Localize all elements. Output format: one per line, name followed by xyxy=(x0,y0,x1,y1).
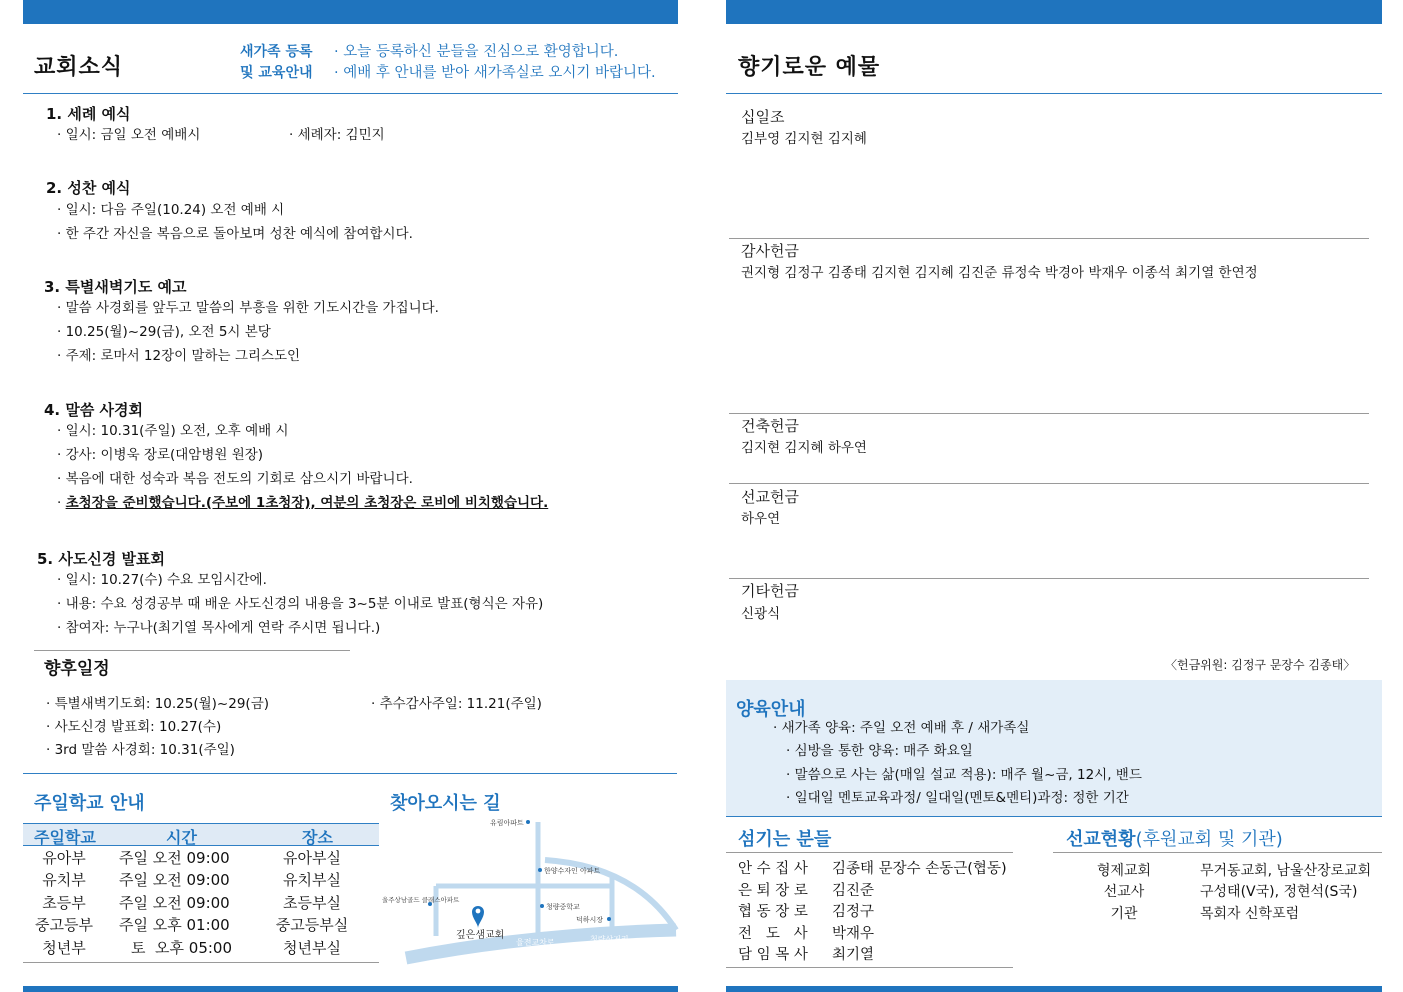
table-cell: 유아부실 xyxy=(283,848,341,867)
table-row xyxy=(1080,902,1371,924)
title-divider-left xyxy=(23,93,678,94)
servant-role: 전 도 사 xyxy=(738,925,808,942)
map-label-apt3: 울주상남골드 클래스아파트 xyxy=(382,896,460,904)
offering-name-5: 기타헌금 xyxy=(741,582,799,600)
news-2-line-1: · 일시: 다음 주일(10.24) 오전 예배 시 xyxy=(57,202,285,218)
offering-divider-2 xyxy=(729,413,1369,414)
newcomer-msg2: · 예배 후 안내를 받아 새가족실로 오시기 바랍니다. xyxy=(334,65,656,81)
news-4-line-4 xyxy=(57,497,548,511)
newcomer-messages xyxy=(334,42,656,84)
table-row xyxy=(1080,881,1371,903)
table-cell: 초등부 xyxy=(42,893,86,912)
table-cell: 초등부실 xyxy=(283,893,341,912)
servants-table xyxy=(738,857,1007,965)
table-row xyxy=(23,869,379,892)
table-row xyxy=(738,922,1007,944)
servants-bottom-line xyxy=(726,967,1013,968)
newcomer-label-line2: 및 교육안내 xyxy=(240,65,313,81)
mission-detail: 목회자 신학포럼 xyxy=(1200,905,1300,922)
sunday-school-header-3: 장소 xyxy=(302,828,333,847)
offering-name-3: 건축헌금 xyxy=(741,417,799,435)
bottom-section-divider xyxy=(23,773,677,774)
mission-title xyxy=(1066,825,1283,851)
news-heading-5: 5. 사도신경 발표회 xyxy=(37,550,166,568)
sunday-school-header-1: 주일학교 xyxy=(34,828,96,847)
schedule-divider xyxy=(34,650,350,651)
table-cell: 유아부 xyxy=(42,848,86,867)
bottom-bar-left xyxy=(23,986,678,992)
news-heading-2: 2. 성찬 예식 xyxy=(46,179,131,197)
offering-divider-3 xyxy=(729,483,1369,484)
news-1-line-1: · 일시: 금일 오전 예배시 xyxy=(57,127,201,143)
news-2-line-2: · 한 주간 자신을 복음으로 돌아보며 성찬 예식에 참여합시다. xyxy=(57,226,413,242)
mission-category: 기관 xyxy=(1110,905,1138,922)
news-3-line-1: · 말씀 사경회를 앞두고 말씀의 부흥을 위한 기도시간을 가집니다. xyxy=(57,300,439,316)
servant-role: 안 수 집 사 xyxy=(738,861,808,878)
table-row xyxy=(23,891,379,914)
table-cell: 유치부 xyxy=(42,871,86,890)
sunday-school-title: 주일학교 안내 xyxy=(34,793,145,814)
offering-members-1: 김부영 김지현 김지혜 xyxy=(741,131,867,147)
page-title-offerings: 향기로운 예물 xyxy=(738,55,881,80)
offering-members-4: 하우연 xyxy=(741,511,781,527)
offering-members-3: 김지현 김지혜 하우연 xyxy=(741,440,867,456)
top-bar-left xyxy=(23,0,678,24)
table-cell: 주일 오전 09:00 xyxy=(119,893,230,912)
sunday-school-table-bottom xyxy=(23,962,379,963)
title-divider-right xyxy=(726,93,1382,94)
servant-role: 담 임 목 사 xyxy=(738,947,808,964)
servant-names: 김종태 문장수 손동근(협동) xyxy=(832,861,1007,878)
offering-members-2: 권지형 김정구 김종태 김지현 김지혜 김진준 류정숙 박경아 박재우 이종석 최기열 한연정 xyxy=(741,265,1258,281)
mission-detail: 구성태(V국), 정현석(S국) xyxy=(1200,884,1358,901)
table-row xyxy=(23,936,379,959)
page-title-church-news: 교회소식 xyxy=(34,55,124,80)
mission-detail: 무거동교회, 남울산장로교회 xyxy=(1200,862,1372,879)
table-row xyxy=(23,914,379,937)
offering-divider-1 xyxy=(729,238,1369,239)
table-cell: 중고등부실 xyxy=(275,916,349,935)
offering-name-2: 감사헌금 xyxy=(741,242,799,260)
schedule-item-3: · 3rd 말씀 사경회: 10.31(주일) xyxy=(46,742,235,758)
newcomer-label xyxy=(240,42,313,84)
offering-committee: 〈헌금위원: 김정구 문장수 김종태〉 xyxy=(1165,658,1356,672)
table-cell: 청년부 xyxy=(42,938,86,957)
directions-map xyxy=(380,808,680,968)
schedule-item-1: · 특별새벽기도회: 10.25(월)~29(금) xyxy=(46,696,269,712)
news-5-line-1: · 일시: 10.27(수) 수요 모임시간에. xyxy=(57,572,267,588)
table-cell: 유치부실 xyxy=(283,871,341,890)
top-bar-right xyxy=(726,0,1382,24)
table-cell: 청년부실 xyxy=(283,938,341,957)
news-5-line-2: · 내용: 수요 성경공부 때 배운 사도신경의 내용을 3~5분 이내로 발표(형식은 자유) xyxy=(57,596,544,612)
news-3-line-2: · 10.25(월)~29(금), 오전 5시 본당 xyxy=(57,324,271,340)
sunday-school-header-2: 시간 xyxy=(166,828,197,847)
news-heading-3: 3. 특별새벽기도 예고 xyxy=(44,278,187,296)
news-1-extra: · 세례자: 김민지 xyxy=(289,127,385,143)
schedule-item-2: · 사도신경 발표회: 10.27(수) xyxy=(46,719,222,735)
sunday-school-table xyxy=(23,846,379,959)
schedule-extra: · 추수감사주일: 11.21(주일) xyxy=(371,696,542,712)
offering-name-4: 선교헌금 xyxy=(741,488,799,506)
bottom-bar-right xyxy=(726,986,1382,992)
table-cell: 주일 오전 09:00 xyxy=(119,871,230,890)
news-heading-1: 1. 세례 예식 xyxy=(46,105,131,123)
mission-table xyxy=(1080,859,1371,924)
table-row xyxy=(23,846,379,869)
mission-category: 형제교회 xyxy=(1096,862,1152,879)
servants-title: 섬기는 분들 xyxy=(738,829,832,850)
news-heading-4: 4. 말씀 사경회 xyxy=(44,401,144,419)
nurture-line-1: · 새가족 양육: 주일 오전 예배 후 / 새가족실 xyxy=(773,720,1030,736)
mission-title-main: 선교현황 xyxy=(1066,829,1136,850)
servant-names: 김진준 xyxy=(832,882,875,899)
news-4-bold-line: 초청장을 준비했습니다.(주보에 1초청장), 여분의 초청장은 로비에 비치했습니다. xyxy=(65,495,549,511)
table-cell: 주일 오전 09:00 xyxy=(119,848,230,867)
nurture-divider xyxy=(726,816,1382,817)
offering-name-1: 십일조 xyxy=(741,108,785,126)
table-cell: 중고등부 xyxy=(35,916,93,935)
servant-names: 김정구 xyxy=(832,904,875,921)
newcomer-label-line1: 새가족 등록 xyxy=(240,44,313,60)
mission-title-sub: (후원교회 및 기관) xyxy=(1135,829,1283,850)
directions-title: 찾아오시는 길 xyxy=(390,793,501,814)
offering-divider-4 xyxy=(729,578,1369,579)
servant-names: 최기열 xyxy=(832,947,875,964)
map-label-road2: 청량삼거리 xyxy=(590,935,629,944)
news-3-line-3: · 주제: 로마서 12장이 말하는 그리스도인 xyxy=(57,348,301,364)
news-4-line-3: · 복음에 대한 성숙과 복음 전도의 기회로 삼으시기 바랍니다. xyxy=(57,471,413,487)
servant-names: 박재우 xyxy=(832,925,875,942)
map-label-road1: 율전교차로 xyxy=(516,938,555,947)
offering-members-5: 신광식 xyxy=(741,606,781,622)
news-4-line-2: · 강사: 이병욱 장로(대암병원 원장) xyxy=(57,447,264,463)
map-label-school: 청량중학교 xyxy=(546,903,580,911)
table-row xyxy=(738,857,1007,879)
newcomer-msg1: · 오늘 등록하신 분들을 진심으로 환영합니다. xyxy=(334,44,619,60)
mission-category: 선교사 xyxy=(1103,884,1145,901)
news-5-line-3: · 참여자: 누구나(최기열 목사에게 연락 주시면 됩니다.) xyxy=(57,620,381,636)
news-4-bold-prefix: · xyxy=(57,495,66,511)
servant-role: 은 퇴 장 로 xyxy=(738,882,808,899)
map-label-church: 깊은샘교회 xyxy=(456,930,505,941)
table-row xyxy=(738,900,1007,922)
table-row xyxy=(738,879,1007,901)
nurture-line-2: · 심방을 통한 양육: 매주 화요일 xyxy=(786,743,973,759)
map-label-market: 덕하시장 xyxy=(576,916,604,924)
table-row xyxy=(1080,859,1371,881)
map-label-apt2: 한양수자인 아파트 xyxy=(544,867,601,875)
map-label-apt1: 유림아파트 xyxy=(490,819,524,827)
table-cell: 토 오후 05:00 xyxy=(131,938,233,957)
servants-title-underline xyxy=(726,852,1013,853)
news-4-line-1: · 일시: 10.31(주일) 오전, 오후 예배 시 xyxy=(57,423,289,439)
nurture-title: 양육안내 xyxy=(736,699,806,720)
nurture-line-4: · 일대일 멘토교육과정/ 일대일(멘토&멘티)과정: 정한 기간 xyxy=(786,790,1129,806)
table-cell: 주일 오후 01:00 xyxy=(119,916,230,935)
schedule-title: 향후일정 xyxy=(44,659,110,679)
nurture-line-3: · 말씀으로 사는 삶(매일 설교 적용): 매주 월~금, 12시, 밴드 xyxy=(786,767,1142,783)
mission-title-underline xyxy=(1053,852,1382,853)
servant-role: 협 동 장 로 xyxy=(738,904,808,921)
table-row xyxy=(738,943,1007,965)
